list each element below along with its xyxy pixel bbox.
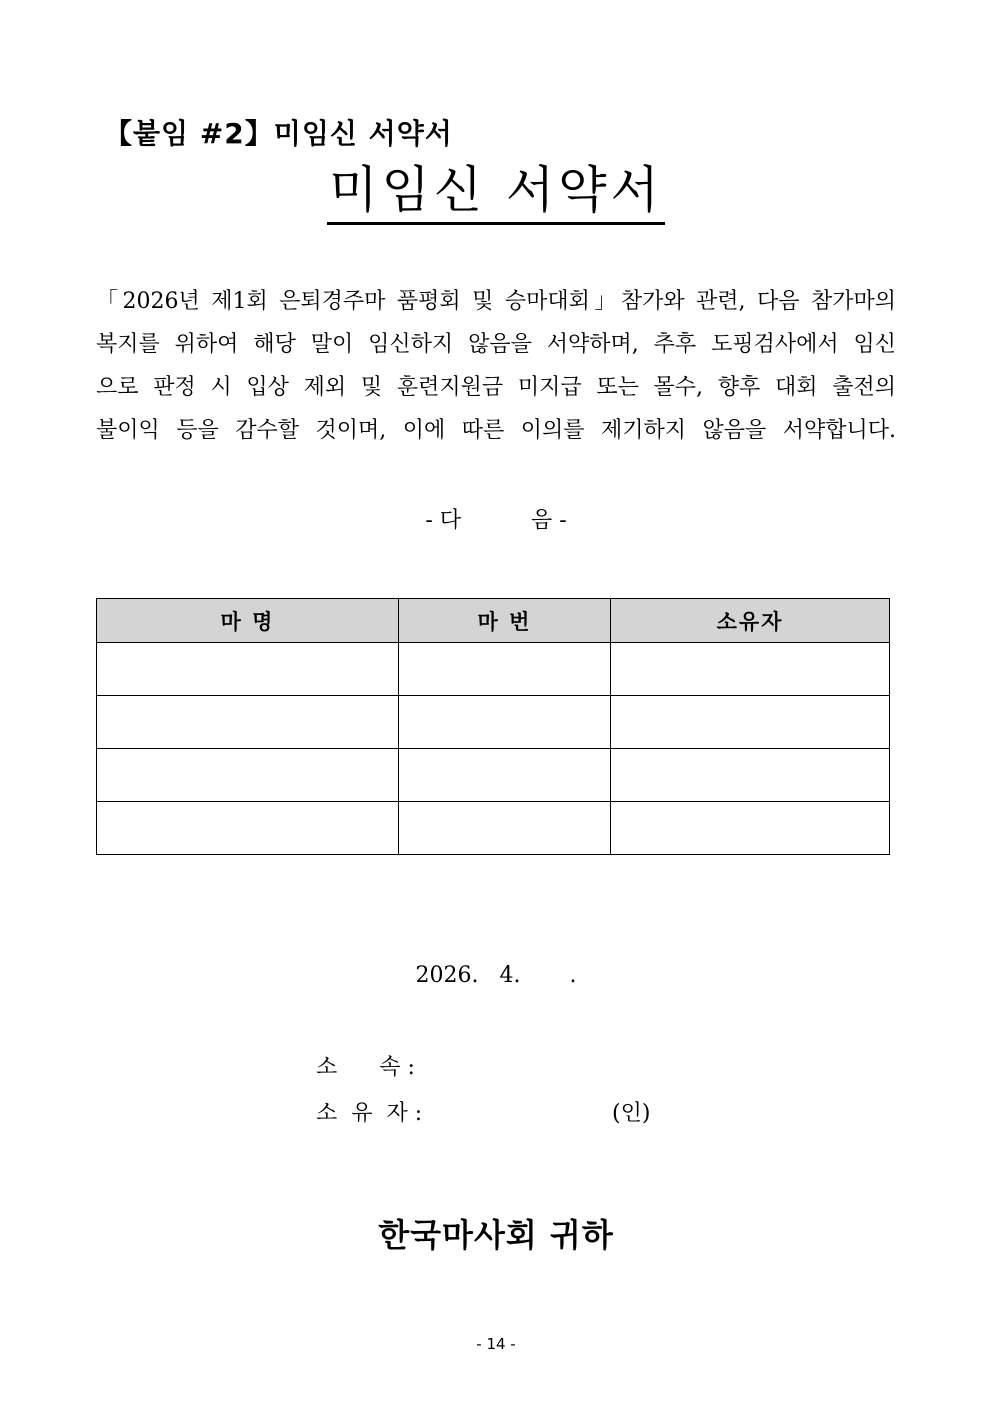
header-horse-name: 마 명 [97, 599, 399, 643]
cell-horse-name[interactable] [97, 643, 399, 696]
section-marker: - 다 음 - [425, 508, 567, 533]
pledge-line: 「2026년 제1회 은퇴경주마 품평회 및 승마대회」참가와 관련, 다음 참가마의 [96, 289, 896, 314]
table-row [97, 696, 890, 749]
header-horse-number: 마 번 [399, 599, 611, 643]
cell-horse-number[interactable] [399, 802, 611, 855]
page-number: - 14 - [476, 1335, 516, 1353]
document-title-text: 미임신 서약서 [327, 160, 665, 225]
cell-horse-number[interactable] [399, 643, 611, 696]
table-row [97, 802, 890, 855]
header-owner: 소유자 [611, 599, 890, 643]
date-line: 2026. 4. . [415, 963, 577, 988]
pledge-body [96, 280, 896, 452]
horse-table [96, 598, 890, 855]
pledge-line: 복지를 위하여 해당 말이 임신하지 않음을 서약하며, 추후 도핑검사에서 임신 [96, 332, 896, 357]
recipient: 한국마사회 귀하 [378, 1216, 614, 1254]
cell-horse-number[interactable] [399, 696, 611, 749]
cell-horse-number[interactable] [399, 749, 611, 802]
cell-horse-name[interactable] [97, 749, 399, 802]
owner-label: 소 유 자 : [316, 1101, 423, 1126]
cell-owner[interactable] [611, 802, 890, 855]
cell-horse-name[interactable] [97, 802, 399, 855]
document-title [0, 160, 992, 225]
cell-owner[interactable] [611, 643, 890, 696]
cell-owner[interactable] [611, 696, 890, 749]
pledge-line: 불이익 등을 감수할 것이며, 이에 따른 이의를 제기하지 않음을 서약합니다. [96, 418, 896, 443]
cell-owner[interactable] [611, 749, 890, 802]
table-row [97, 643, 890, 696]
table-header-row [97, 599, 890, 643]
attachment-label: 【붙임 #2】미임신 서약서 [104, 117, 453, 150]
seal-mark: (인) [612, 1101, 651, 1126]
table-row [97, 749, 890, 802]
affiliation-label: 소 속 : [316, 1055, 415, 1080]
cell-horse-name[interactable] [97, 696, 399, 749]
pledge-line: 으로 판정 시 입상 제외 및 훈련지원금 미지급 또는 몰수, 향후 대회 출전의 [96, 375, 896, 400]
